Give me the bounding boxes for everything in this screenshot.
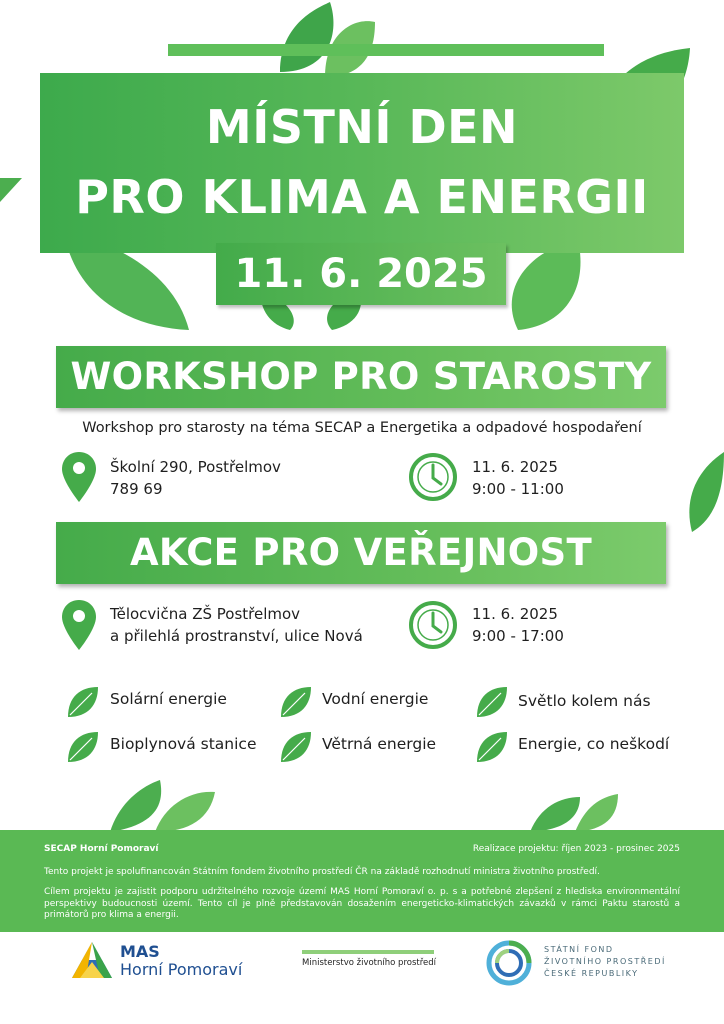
clock-icon [408, 600, 458, 650]
sfzp-logo-line2: ŽIVOTNÍHO PROSTŘEDÍ [544, 957, 666, 966]
leaf-decoration-bottom-right [530, 792, 620, 832]
workshop-heading: WORKSHOP PRO STAROSTY [56, 346, 666, 408]
leaf-decoration-left [0, 178, 22, 208]
footer-org: SECAP Horní Pomoraví [44, 844, 159, 854]
topic-item: Větrná energie [322, 735, 437, 753]
leaf-bullet-icon [279, 730, 313, 764]
workshop-address-line2: 789 69 [110, 480, 163, 498]
footer-realization: Realizace projektu: říjen 2023 - prosinec 2025 [472, 844, 680, 854]
page-title-line1: MÍSTNÍ DEN [205, 100, 519, 154]
page-title-line2: PRO KLIMA A ENERGII [75, 170, 649, 224]
public-event-heading: AKCE PRO VEŘEJNOST [56, 522, 666, 584]
title-banner-stripe [168, 44, 604, 56]
footer-funding: Tento projekt je spolufinancován Státním fondem životního prostředí ČR na základě rozhodnutí ministra životního prostředí. [44, 867, 600, 877]
leaf-decoration-top [270, 2, 380, 82]
topic-item: Solární energie [110, 690, 227, 708]
leaf-bullet-icon [475, 685, 509, 719]
workshop-time: 9:00 - 11:00 [472, 480, 564, 498]
topic-item: Vodní energie [322, 690, 429, 708]
mas-logo-subtitle: Horní Pomoraví [120, 960, 243, 979]
clock-icon [408, 452, 458, 502]
location-pin-icon [62, 600, 96, 650]
workshop-address-line1: Školní 290, Postřelmov [110, 458, 281, 476]
topic-item: Energie, co neškodí [518, 735, 670, 753]
leaf-bullet-icon [66, 685, 100, 719]
workshop-date: 11. 6. 2025 [472, 458, 558, 476]
mas-logo-icon [70, 940, 114, 980]
public-date: 11. 6. 2025 [472, 605, 558, 623]
public-address [110, 603, 363, 647]
workshop-datetime [472, 456, 564, 500]
leaf-bullet-icon [66, 730, 100, 764]
leaf-bullet-icon [279, 685, 313, 719]
public-address-line2: a přilehlá prostranství, ulice Nová [110, 627, 363, 645]
topic-item: Světlo kolem nás [518, 692, 651, 710]
footer-goal: Cílem projektu je zajistit podporu udržitelného rozvoje území MAS Horní Pomoraví o. p. s a potřebné zlepšení z hlediska environmentální perspektivy budoucnosti území. Tento cíl je plně představován dosažením energeticko-klimatických závazků v rámci Paktu starostů a primátorů pro klima a energii. [44, 887, 680, 920]
leaf-bullet-icon [475, 730, 509, 764]
sfzp-logo-line3: ČESKÉ REPUBLIKY [544, 969, 639, 978]
ministry-logo-text: Ministerstvo životního prostředí [302, 958, 437, 968]
public-address-line1: Tělocvična ZŠ Postřelmov [110, 605, 301, 623]
sfzp-logo-line1: STÁTNÍ FOND [544, 945, 614, 954]
workshop-address [110, 456, 281, 500]
workshop-description: Workshop pro starosty na téma SECAP a Energetika a odpadové hospodaření [82, 420, 642, 436]
topic-item: Bioplynová stanice [110, 735, 257, 753]
ministry-logo-bar [302, 950, 434, 954]
location-pin-icon [62, 452, 96, 502]
leaf-decoration-right-edge [684, 452, 724, 532]
sfzp-logo-text [544, 944, 666, 980]
public-time: 9:00 - 17:00 [472, 627, 564, 645]
public-datetime [472, 603, 564, 647]
mas-logo-title: MAS [120, 942, 160, 961]
footer-panel [0, 830, 724, 932]
leaf-decoration-bottom-left [110, 780, 220, 832]
sfzp-logo-icon [486, 940, 532, 986]
event-date-badge: 11. 6. 2025 [216, 243, 506, 305]
